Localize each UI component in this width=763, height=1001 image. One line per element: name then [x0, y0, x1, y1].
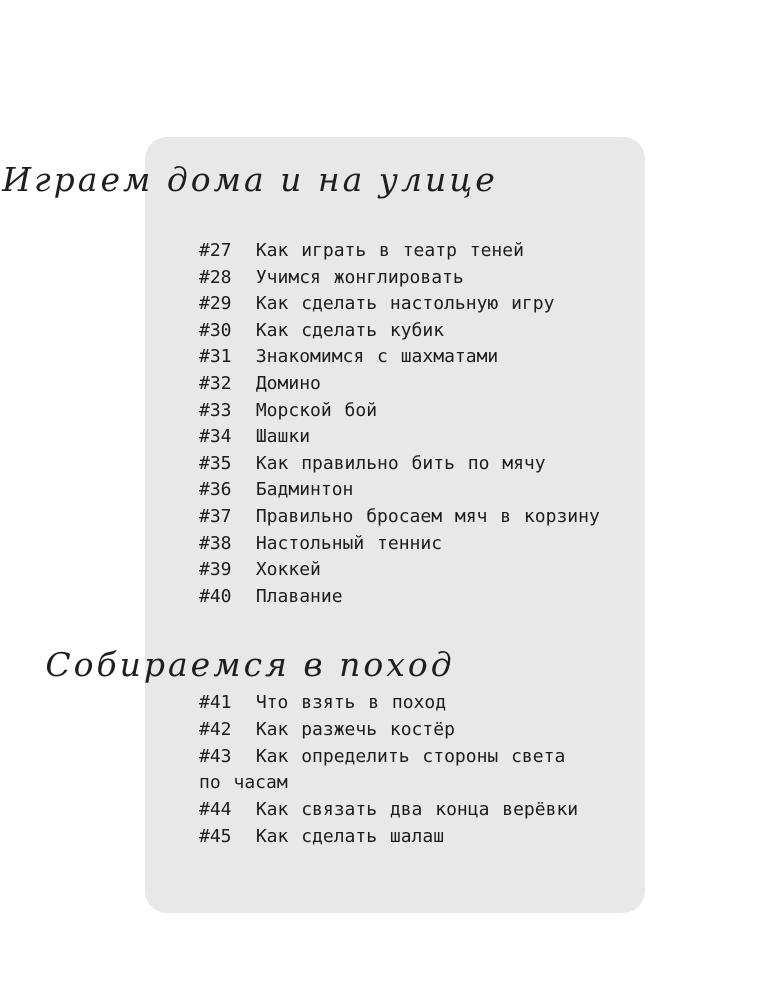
- item-title: Морской бой: [255, 399, 378, 421]
- item-number: #28: [199, 266, 232, 288]
- item-number: #36: [199, 479, 232, 501]
- item-number: #31: [199, 346, 232, 368]
- item-title: Как связать два конца верёвки: [255, 799, 579, 821]
- item-number: #33: [199, 399, 232, 421]
- item-title: Как разжечь костёр: [255, 718, 455, 740]
- item-number: #34: [199, 426, 232, 448]
- item-title: Хоккей: [255, 559, 321, 581]
- list-item[interactable]: [199, 265, 600, 292]
- item-number: #29: [199, 293, 232, 315]
- list-item[interactable]: [199, 344, 600, 371]
- item-number: #30: [199, 319, 232, 341]
- item-title: Как сделать кубик: [255, 319, 445, 341]
- section-heading-play: Играем дома и на улице: [2, 160, 498, 199]
- item-number: #45: [199, 825, 232, 847]
- item-title: Как играть в театр теней: [255, 240, 524, 261]
- contents-list-hiking: [199, 690, 578, 851]
- list-item-continuation: [199, 770, 578, 797]
- item-title: Как определить стороны света: [255, 745, 566, 767]
- list-item[interactable]: [199, 451, 600, 478]
- item-number: #44: [199, 799, 232, 821]
- list-item[interactable]: [199, 531, 600, 558]
- item-title: Настольный теннис: [255, 532, 443, 554]
- item-title: Домино: [255, 372, 321, 394]
- item-number: #38: [199, 532, 232, 554]
- contents-list-play: [199, 238, 600, 610]
- list-item[interactable]: [199, 398, 600, 425]
- item-title: Правильно бросаем мяч в корзину: [255, 505, 600, 527]
- section-heading-hiking: Собираемся в поход: [45, 645, 455, 684]
- item-number: #39: [199, 559, 232, 581]
- list-item[interactable]: [199, 504, 600, 531]
- list-item[interactable]: [199, 690, 578, 717]
- item-title: Бадминтон: [255, 479, 354, 501]
- item-title: Как правильно бить по мячу: [255, 452, 546, 474]
- list-item[interactable]: [199, 824, 578, 851]
- list-item[interactable]: [199, 797, 578, 824]
- item-number: #43: [199, 745, 232, 767]
- item-number: #35: [199, 452, 232, 474]
- item-title: Плавание: [255, 585, 343, 607]
- item-title: Что взять в поход: [255, 692, 447, 713]
- list-item[interactable]: [199, 584, 600, 611]
- item-number: #40: [199, 585, 232, 607]
- list-item[interactable]: [199, 424, 600, 451]
- item-number: #27: [199, 240, 232, 261]
- item-number: #32: [199, 372, 232, 394]
- list-item[interactable]: [199, 717, 578, 744]
- item-number: #41: [199, 692, 232, 713]
- item-title: Как сделать настольную игру: [255, 293, 555, 315]
- list-item[interactable]: [199, 477, 600, 504]
- list-item[interactable]: [199, 371, 600, 398]
- list-item[interactable]: [199, 318, 600, 345]
- item-title: Как сделать шалаш: [255, 825, 445, 847]
- item-title: Шашки: [255, 426, 311, 448]
- item-title: Учимся жонглировать: [255, 266, 464, 288]
- item-title: Знакомимся с шахматами: [255, 346, 499, 368]
- list-item[interactable]: [199, 291, 600, 318]
- list-item[interactable]: [199, 557, 600, 584]
- item-number: #37: [199, 505, 232, 527]
- list-item[interactable]: [199, 744, 578, 771]
- item-title-continuation: по часам: [199, 772, 288, 794]
- item-number: #42: [199, 718, 232, 740]
- list-item[interactable]: [199, 238, 600, 265]
